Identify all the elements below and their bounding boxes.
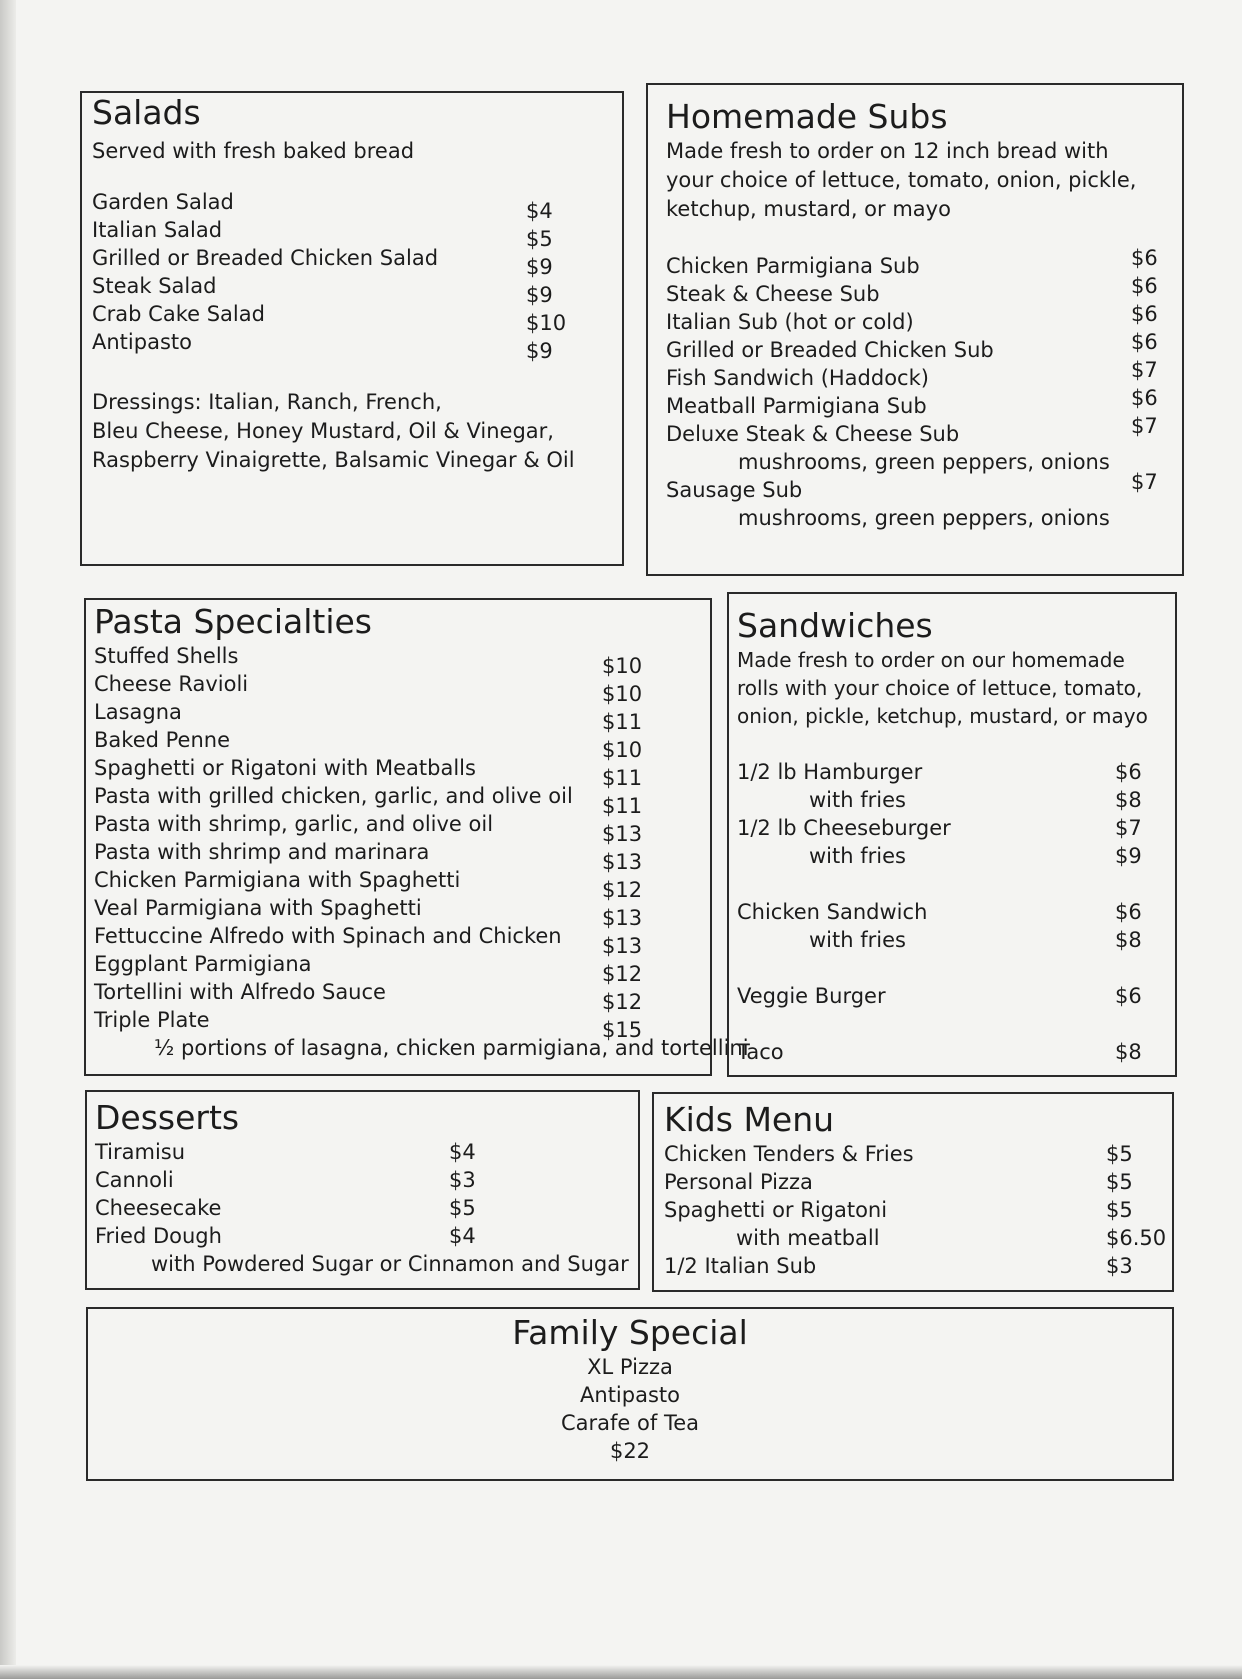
salads-title: Salads — [92, 93, 201, 132]
subs-title: Homemade Subs — [666, 97, 948, 136]
item-note: mushrooms, green peppers, onions — [738, 450, 1110, 474]
menu-item: Spaghetti or Rigatoni $5 — [664, 1198, 1133, 1222]
sandwiches-description: rolls with your choice of lettuce, tomato, — [737, 676, 1143, 700]
menu-item: Veal Parmigiana with Spaghetti $13 — [94, 896, 643, 930]
subs-description: ketchup, mustard, or mayo — [666, 197, 951, 221]
item-note: ½ portions of lasagna, chicken parmigiana, and tortellini — [154, 1036, 749, 1060]
menu-item: Personal Pizza $5 — [664, 1170, 1133, 1194]
item-note: with Powdered Sugar or Cinnamon and Sugar — [151, 1252, 629, 1276]
menu-item: Chicken Parmigiana Sub $6 — [666, 246, 1158, 278]
menu-item: Grilled or Breaded Chicken Sub $6 — [666, 330, 1158, 362]
menu-item: Antipasto $9 — [92, 330, 553, 363]
family-item: Antipasto — [580, 1383, 680, 1407]
menu-item: 1/2 lb Cheeseburger $7 — [737, 816, 1142, 840]
pasta-section — [84, 598, 749, 1076]
kids-title: Kids Menu — [664, 1100, 835, 1139]
sandwiches-title: Sandwiches — [737, 606, 933, 645]
menu-item: Garden Salad $4 — [92, 190, 553, 223]
menu-item: Stuffed Shells $10 — [94, 644, 643, 678]
family-title: Family Special — [512, 1313, 748, 1352]
menu-item: Meatball Parmigiana Sub $6 — [666, 386, 1158, 418]
subs-description: Made fresh to order on 12 inch bread with — [666, 139, 1109, 163]
menu-item: Triple Plate $15 — [94, 1008, 643, 1042]
sandwiches-section — [727, 592, 1177, 1077]
menu-item: 1/2 lb Hamburger $6 — [737, 760, 1142, 784]
menu-item: Tortellini with Alfredo Sauce $12 — [94, 980, 643, 1014]
pasta-title: Pasta Specialties — [94, 602, 372, 641]
menu-item: Italian Salad $5 — [92, 218, 553, 251]
menu-item: Fried Dough $4 — [95, 1224, 476, 1248]
family-section — [86, 1307, 1174, 1481]
menu-item: Grilled or Breaded Chicken Salad $9 — [92, 246, 553, 279]
menu-item: Fettuccine Alfredo with Spinach and Chicken $13 — [94, 924, 643, 958]
page-edge — [0, 0, 16, 1679]
dressings-line: Dressings: Italian, Ranch, French, — [92, 390, 442, 414]
menu-item: Lasagna $11 — [94, 700, 643, 734]
menu-item: with meatball $6.50 — [736, 1226, 1167, 1250]
menu-item: Steak & Cheese Sub $6 — [666, 274, 1158, 306]
sandwiches-description: onion, pickle, ketchup, mustard, or mayo — [737, 704, 1148, 728]
menu-item: Cannoli $3 — [95, 1168, 476, 1192]
desserts-title: Desserts — [95, 1098, 240, 1137]
menu-item: with fries $8 — [809, 928, 1142, 952]
menu-item: Chicken Sandwich $6 — [737, 900, 1142, 924]
salads-section — [80, 91, 624, 566]
menu-item: Pasta with shrimp and marinara $13 — [94, 840, 643, 874]
subs-description: your choice of lettuce, tomato, onion, pickle, — [666, 168, 1137, 192]
menu-item: Deluxe Steak & Cheese Sub $7 — [666, 414, 1158, 446]
menu-item: with fries $8 — [809, 788, 1142, 812]
menu-item: Sausage Sub $7 — [666, 470, 1158, 502]
kids-section — [652, 1092, 1174, 1292]
menu-item: Steak Salad $9 — [92, 274, 553, 307]
menu-item: Spaghetti or Rigatoni with Meatballs $11 — [94, 756, 643, 790]
family-item: XL Pizza — [587, 1355, 673, 1379]
family-item: Carafe of Tea — [561, 1411, 699, 1435]
item-note: mushrooms, green peppers, onions — [738, 506, 1110, 530]
page-bottom-shadow — [0, 1665, 1242, 1679]
menu-item: Eggplant Parmigiana $12 — [94, 952, 643, 986]
menu-item: Italian Sub (hot or cold) $6 — [666, 302, 1158, 334]
menu-item: Fish Sandwich (Haddock) $7 — [666, 358, 1158, 390]
dressings-line: Bleu Cheese, Honey Mustard, Oil & Vinegar, — [92, 419, 554, 443]
menu-item: Veggie Burger $6 — [737, 984, 1142, 1008]
desserts-section — [85, 1090, 640, 1290]
menu-item: Chicken Parmigiana with Spaghetti $12 — [94, 868, 643, 902]
subs-section — [646, 83, 1184, 576]
menu-item: Crab Cake Salad $10 — [92, 302, 567, 335]
menu-item: Cheesecake $5 — [95, 1196, 476, 1220]
menu-item: Chicken Tenders & Fries $5 — [664, 1142, 1133, 1166]
menu-item: Taco $8 — [737, 1040, 1142, 1064]
menu-item: with fries $9 — [809, 844, 1142, 868]
menu-item: Cheese Ravioli $10 — [94, 672, 643, 706]
menu-item: Pasta with grilled chicken, garlic, and olive oil $11 — [94, 784, 643, 818]
menu-item: Baked Penne $10 — [94, 728, 643, 762]
menu-item: Pasta with shrimp, garlic, and olive oil $13 — [94, 812, 643, 846]
sandwiches-description: Made fresh to order on our homemade — [737, 648, 1125, 672]
menu-item: 1/2 Italian Sub $3 — [664, 1254, 1133, 1278]
dressings-line: Raspberry Vinaigrette, Balsamic Vinegar & Oil — [92, 448, 575, 472]
family-price: $22 — [609, 1439, 651, 1463]
menu-item: Tiramisu $4 — [95, 1140, 476, 1164]
salads-subtitle: Served with fresh baked bread — [92, 139, 415, 163]
